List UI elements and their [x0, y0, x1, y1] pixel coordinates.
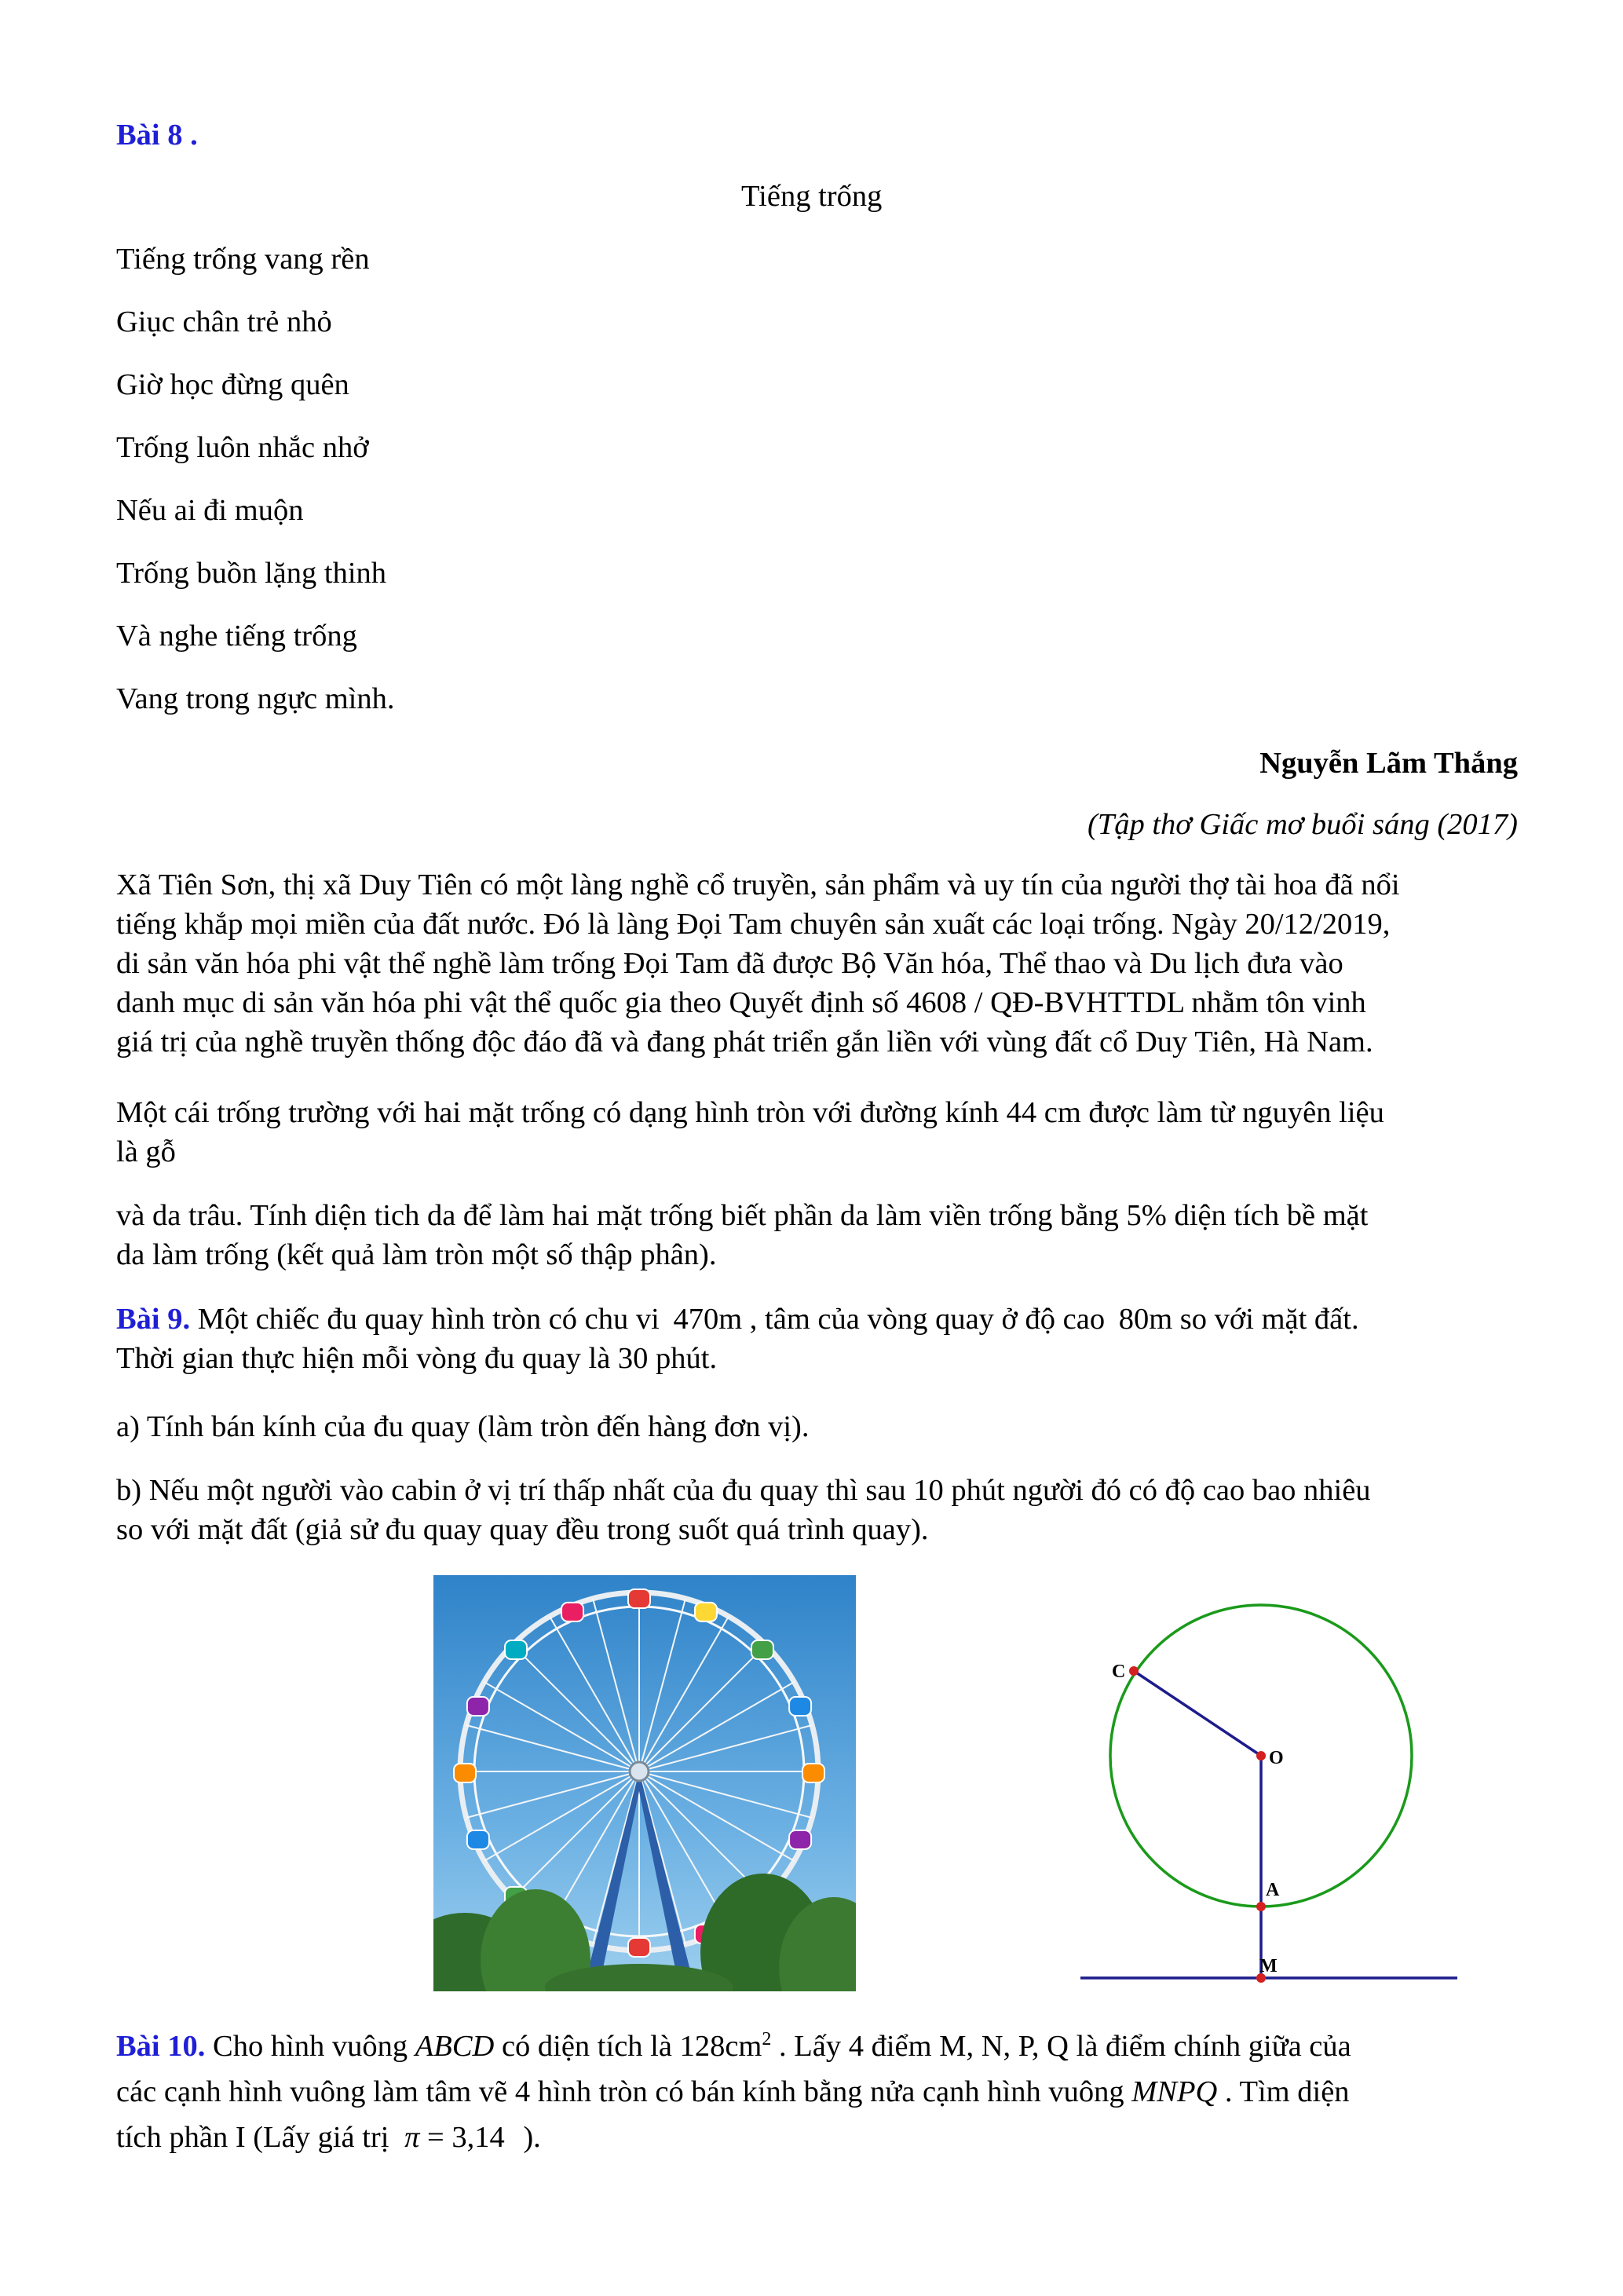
poem-line: Tiếng trống vang rền	[116, 243, 370, 276]
poem-line: Vang trong ngực mình.	[116, 682, 395, 715]
area-value: $128cm^2$	[679, 2029, 772, 2063]
bai10-text: các cạnh hình vuông làm tâm vẽ 4 hình tròn có bán kính bằng nửa cạnh hình vuông	[116, 2075, 1124, 2108]
bai10-text: . Tìm diện	[1224, 2075, 1350, 2108]
area-exponent: 2	[762, 2029, 772, 2049]
poem-line: Trống luôn nhắc nhở	[116, 431, 369, 464]
bai10-text: Cho hình vuông	[213, 2029, 408, 2063]
edge-percentage: 5%	[1126, 1199, 1167, 1232]
bai10-text: . Lấy 4 điểm	[779, 2029, 932, 2063]
bai10-text: tích phần I (Lấy giá trị	[116, 2120, 389, 2154]
poem-line: Nếu ai đi muộn	[116, 494, 304, 527]
height-value: 80m	[1118, 1303, 1173, 1336]
bai10-text: có diện tích là	[501, 2029, 672, 2063]
drum-problem-question	[116, 1196, 1518, 1274]
bai9-part-b	[116, 1471, 1518, 1549]
wheel-cabin	[695, 1603, 717, 1621]
drum-problem-line: Một cái trống trường với hai mặt trống có dạng hình tròn với đường kính 44 cm được làm từ nguyên liệu	[116, 1096, 1384, 1129]
poem-title: Tiếng trống	[741, 180, 883, 213]
intro-line: di sản văn hóa phi vật thể nghề làm trống Đọi Tam đã được Bộ Văn hóa, Thể thao và Du lịch đưa vào	[116, 947, 1343, 980]
wheel-cabin	[802, 1764, 824, 1782]
bai9-text: Một chiếc đu quay hình tròn có chu vi	[197, 1303, 660, 1336]
label-o: O	[1269, 1748, 1284, 1768]
drum-question-text: và da trâu. Tính diện tich da để làm hai mặt trống biết phần da làm viền trống bằng	[116, 1199, 1119, 1232]
segment-oc	[1134, 1671, 1261, 1756]
bai9-text: , tâm của vòng quay ở độ cao	[749, 1303, 1106, 1336]
point-a	[1256, 1902, 1266, 1911]
bai10-text: là điểm chính giữa của	[1076, 2029, 1351, 2063]
bai10-label: Bài 10.	[116, 2029, 206, 2063]
square-abcd: ABCD	[415, 2029, 495, 2063]
wheel-cabin	[505, 1640, 527, 1659]
bai8-label: Bài 8 .	[116, 119, 198, 152]
pi-symbol: π	[404, 2120, 420, 2154]
label-m: M	[1259, 1956, 1278, 1976]
pi-value: = 3,14	[427, 2120, 505, 2154]
label-a: A	[1266, 1880, 1280, 1900]
bai10-statement	[116, 2016, 1518, 2160]
ferris-wheel-diagram	[958, 1575, 1539, 1991]
drum-question-text: diện tích bề mặt	[1174, 1199, 1369, 1232]
poem-line: Giờ học đừng quên	[116, 368, 349, 401]
bai9-part-a: a) Tính bán kính của đu quay (làm tròn đến hàng đơn vị).	[116, 1410, 810, 1443]
part-b-line: so với mặt đất (giả sử đu quay quay đều trong suốt quá trình quay).	[116, 1513, 929, 1546]
wheel-cabin	[751, 1640, 773, 1659]
intro-line: tiếng khắp mọi miền của đất nước. Đó là làng Đọi Tam chuyên sản xuất các loại trống. Ngày 20/12/2019,	[116, 908, 1391, 941]
intro-line: Xã Tiên Sơn, thị xã Duy Tiên có một làng nghề cổ truyền, sản phẩm và uy tín của người thợ tài hoa đã nổi	[116, 868, 1400, 901]
ferris-wheel-photo	[433, 1575, 856, 1991]
wheel-cabin	[628, 1938, 650, 1957]
point-o	[1256, 1751, 1266, 1760]
poem-line: Giục chân trẻ nhỏ	[116, 305, 332, 338]
poem-line: Và nghe tiếng trống	[116, 620, 357, 653]
label-c: C	[1112, 1662, 1126, 1682]
poem-author: Nguyễn Lãm Thắng	[1259, 747, 1518, 780]
wheel-cabin	[561, 1603, 583, 1621]
poem-source: (Tập thơ Giấc mơ buổi sáng (2017)	[1087, 808, 1518, 841]
wheel-cabin	[454, 1764, 476, 1782]
drum-question-line: da làm trống (kết quả làm tròn một số thập phân).	[116, 1238, 717, 1271]
intro-paragraph	[116, 865, 1518, 1062]
drum-problem-paragraph	[116, 1093, 1518, 1172]
circumference-value: 470m	[673, 1303, 743, 1336]
wheel-cabin	[628, 1589, 650, 1608]
poem-line: Trống buồn lặng thinh	[116, 557, 387, 590]
midpoints: M, N, P, Q	[939, 2029, 1069, 2063]
part-b-line: b) Nếu một người vào cabin ở vị trí thấp nhất của đu quay thì sau 10 phút người đó có độ cao bao nhiêu	[116, 1474, 1371, 1507]
point-c	[1129, 1666, 1139, 1676]
wheel-cabin	[467, 1830, 489, 1849]
drum-problem-line: là gỗ	[116, 1135, 176, 1168]
intro-line: giá trị của nghề truyền thống độc đáo đã và đang phát triển gắn liền với vùng đất cổ Duy Tiên, Hà Nam.	[116, 1026, 1373, 1058]
square-mnpq: MNPQ	[1131, 2075, 1218, 2108]
wheel-cabin	[789, 1697, 811, 1716]
intro-line: danh mục di sản văn hóa phi vật thể quốc gia theo Quyết định số 4608 / QĐ-BVHTTDL nhằm tôn vinh	[116, 986, 1366, 1019]
wheel-cabin	[467, 1697, 489, 1716]
bai9-text: so với mặt đất.	[1179, 1303, 1359, 1336]
bai9-statement	[116, 1300, 1518, 1378]
bai9-label: Bài 9.	[116, 1303, 191, 1336]
wheel-cabin	[789, 1830, 811, 1849]
bai9-line2: Thời gian thực hiện mỗi vòng đu quay là 30 phút.	[116, 1342, 718, 1375]
bai10-text: ).	[523, 2120, 541, 2154]
